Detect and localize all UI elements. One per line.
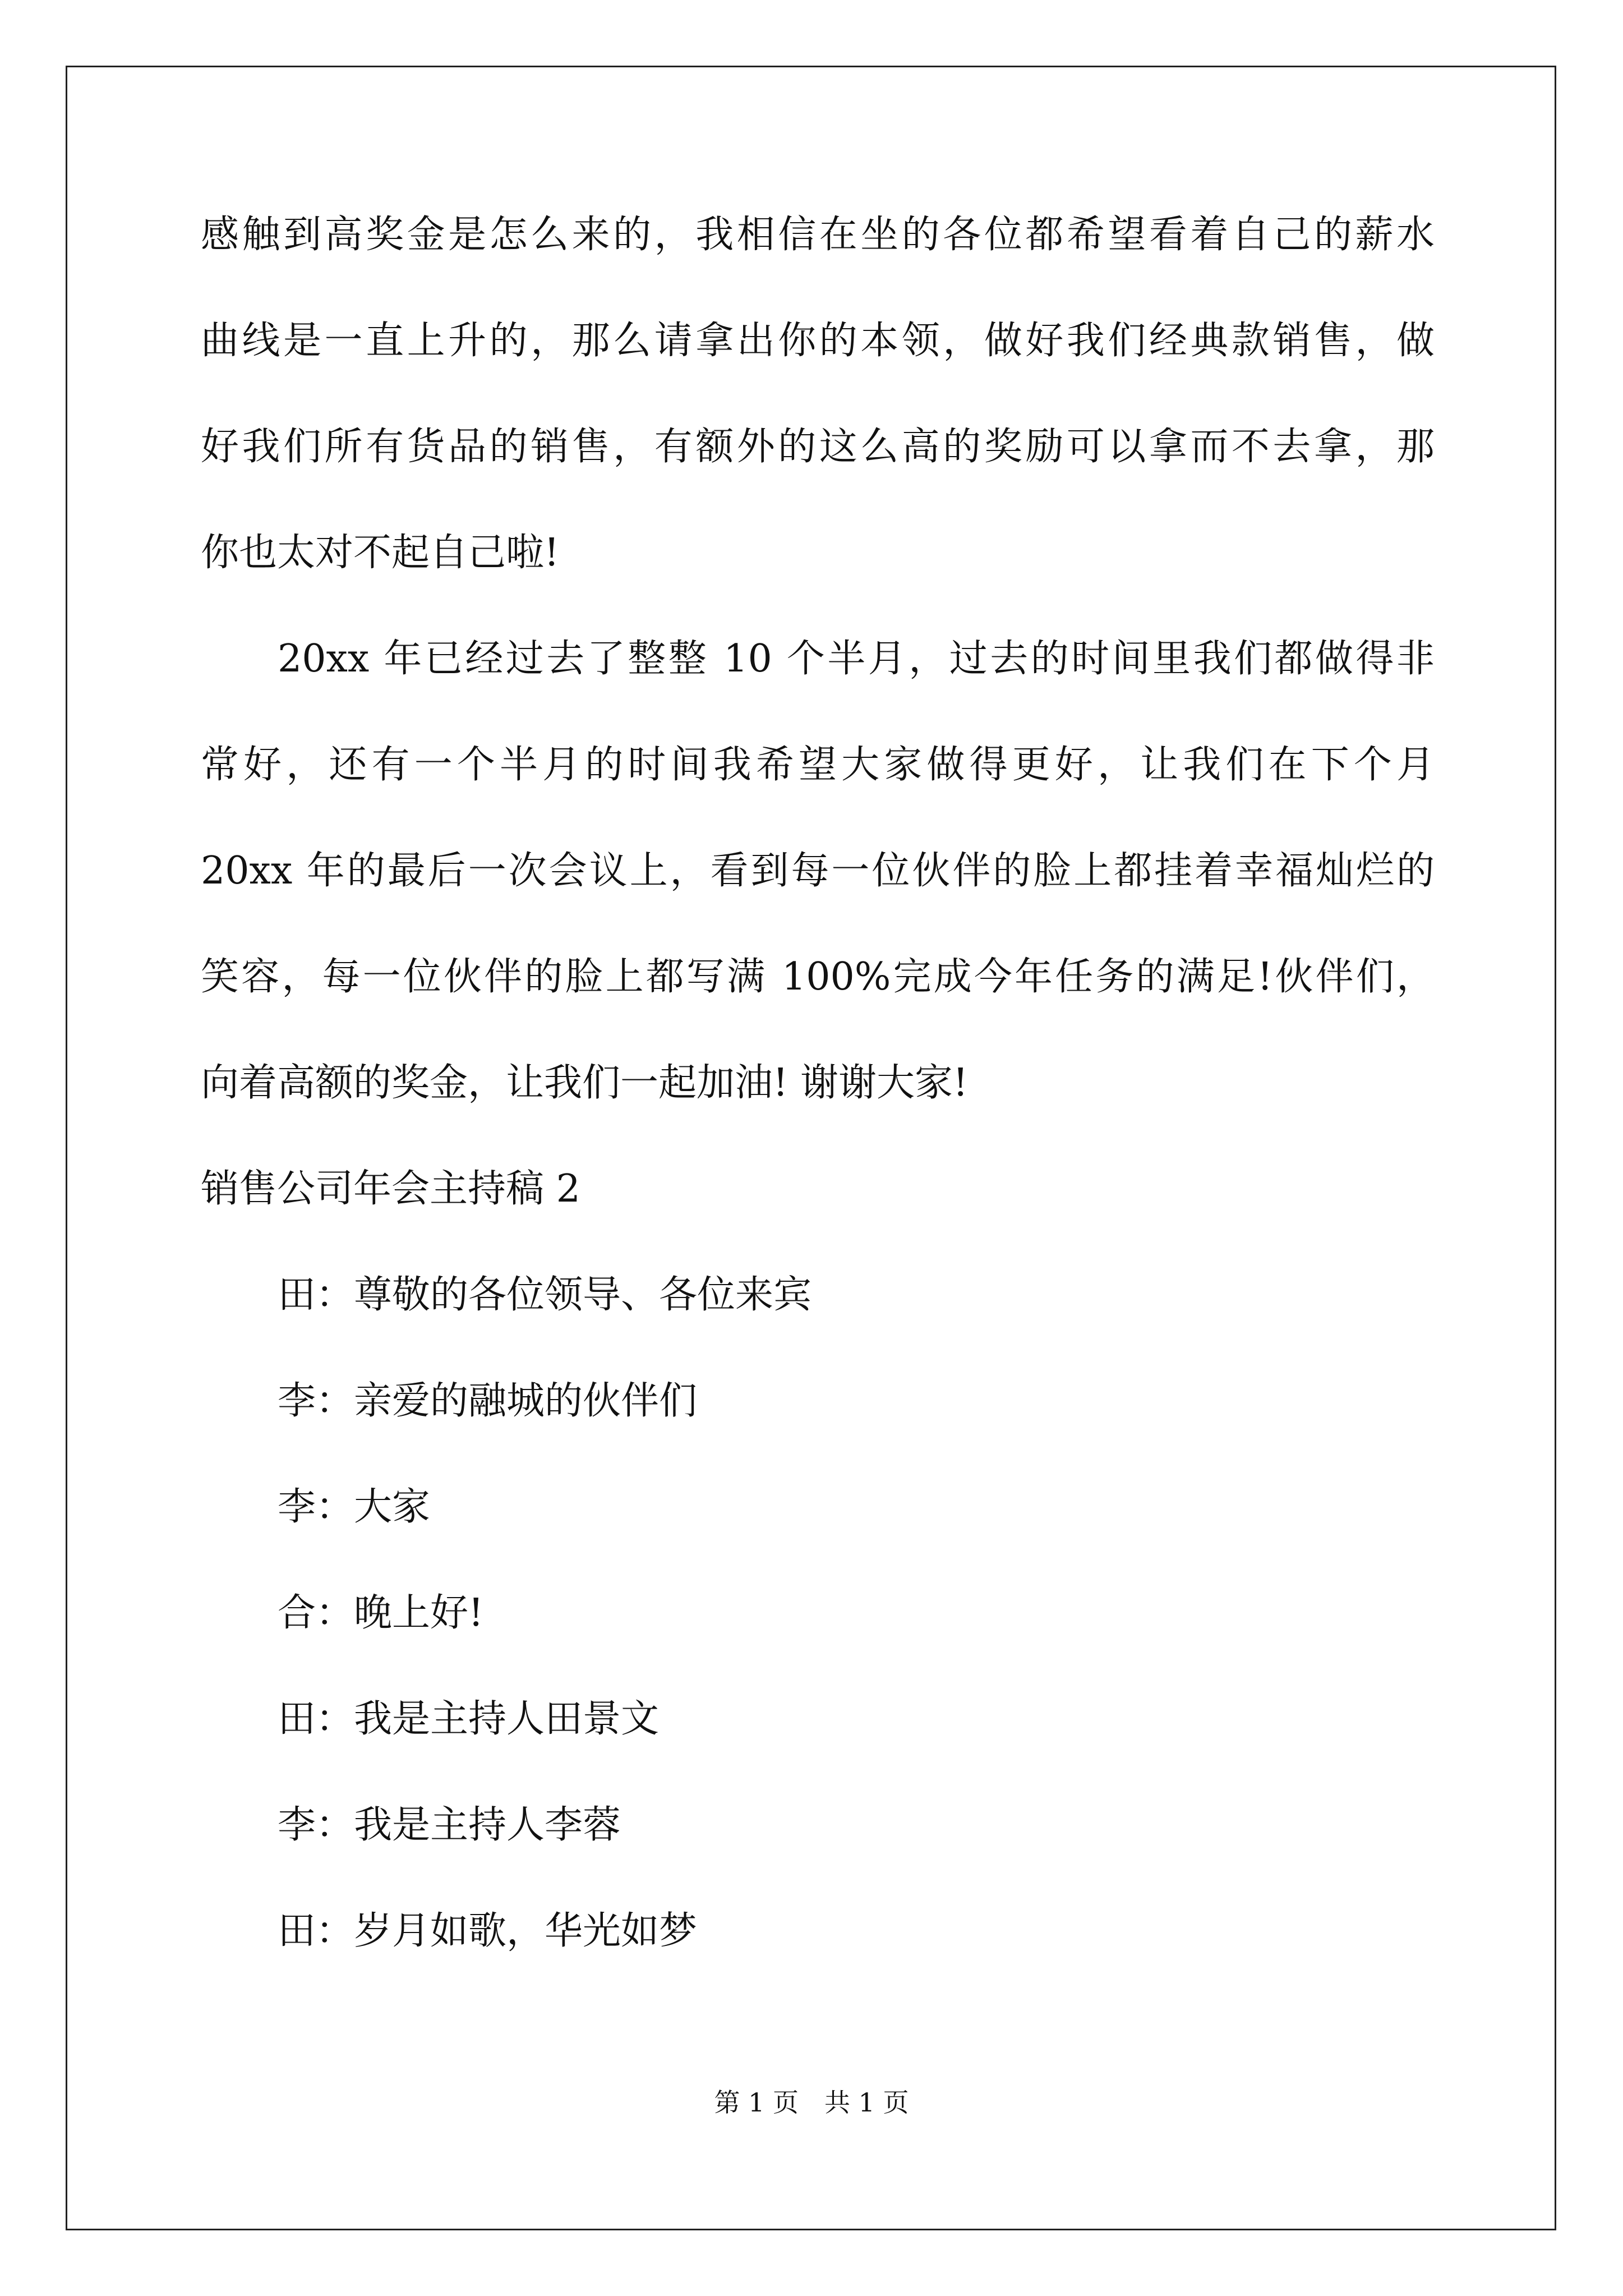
paragraph-2	[201, 637, 1435, 1105]
page-footer: 第 1 页 共 1 页	[714, 2087, 909, 2118]
dialogue-line: 田：尊敬的各位领导、各位来宾	[278, 1273, 812, 1317]
dialogue-line: 田：岁月如歌，华光如梦	[278, 1909, 698, 1953]
text-line: 常好，还有一个半月的时间我希望大家做得更好，让我们在下个月	[201, 743, 1435, 787]
section-heading: 销售公司年会主持稿 2	[201, 1167, 580, 1211]
dialogue-line: 李：亲爱的融城的伙伴们	[278, 1379, 698, 1423]
text-line: 向着高额的奖金，让我们一起加油! 谢谢大家!	[201, 1061, 969, 1105]
dialogue-line: 合：晚上好!	[278, 1591, 484, 1635]
text-line: 20xx 年已经过去了整整 10 个半月，过去的时间里我们都做得非	[278, 637, 1435, 681]
document-body	[201, 213, 1435, 2018]
text-line: 笑容，每一位伙伴的脸上都写满 100%完成今年任务的满足!伙伴们，	[201, 955, 1435, 999]
paragraph-1	[201, 213, 1435, 575]
text-line: 20xx 年的最后一次会议上，看到每一位伙伴的脸上都挂着幸福灿烂的	[201, 849, 1435, 893]
text-line: 好我们所有货品的销售，有额外的这么高的奖励可以拿而不去拿，那	[201, 425, 1435, 469]
dialogue-line: 李：我是主持人李蓉	[278, 1803, 621, 1847]
dialogue-list	[201, 1273, 1435, 1953]
dialogue-line: 田：我是主持人田景文	[278, 1697, 660, 1741]
text-line: 感触到高奖金是怎么来的，我相信在坐的各位都希望看着自己的薪水	[201, 213, 1435, 257]
text-line: 曲线是一直上升的，那么请拿出你的本领，做好我们经典款销售，做	[201, 319, 1435, 363]
dialogue-line: 李：大家	[278, 1485, 431, 1529]
text-line: 你也太对不起自己啦!	[201, 531, 560, 575]
